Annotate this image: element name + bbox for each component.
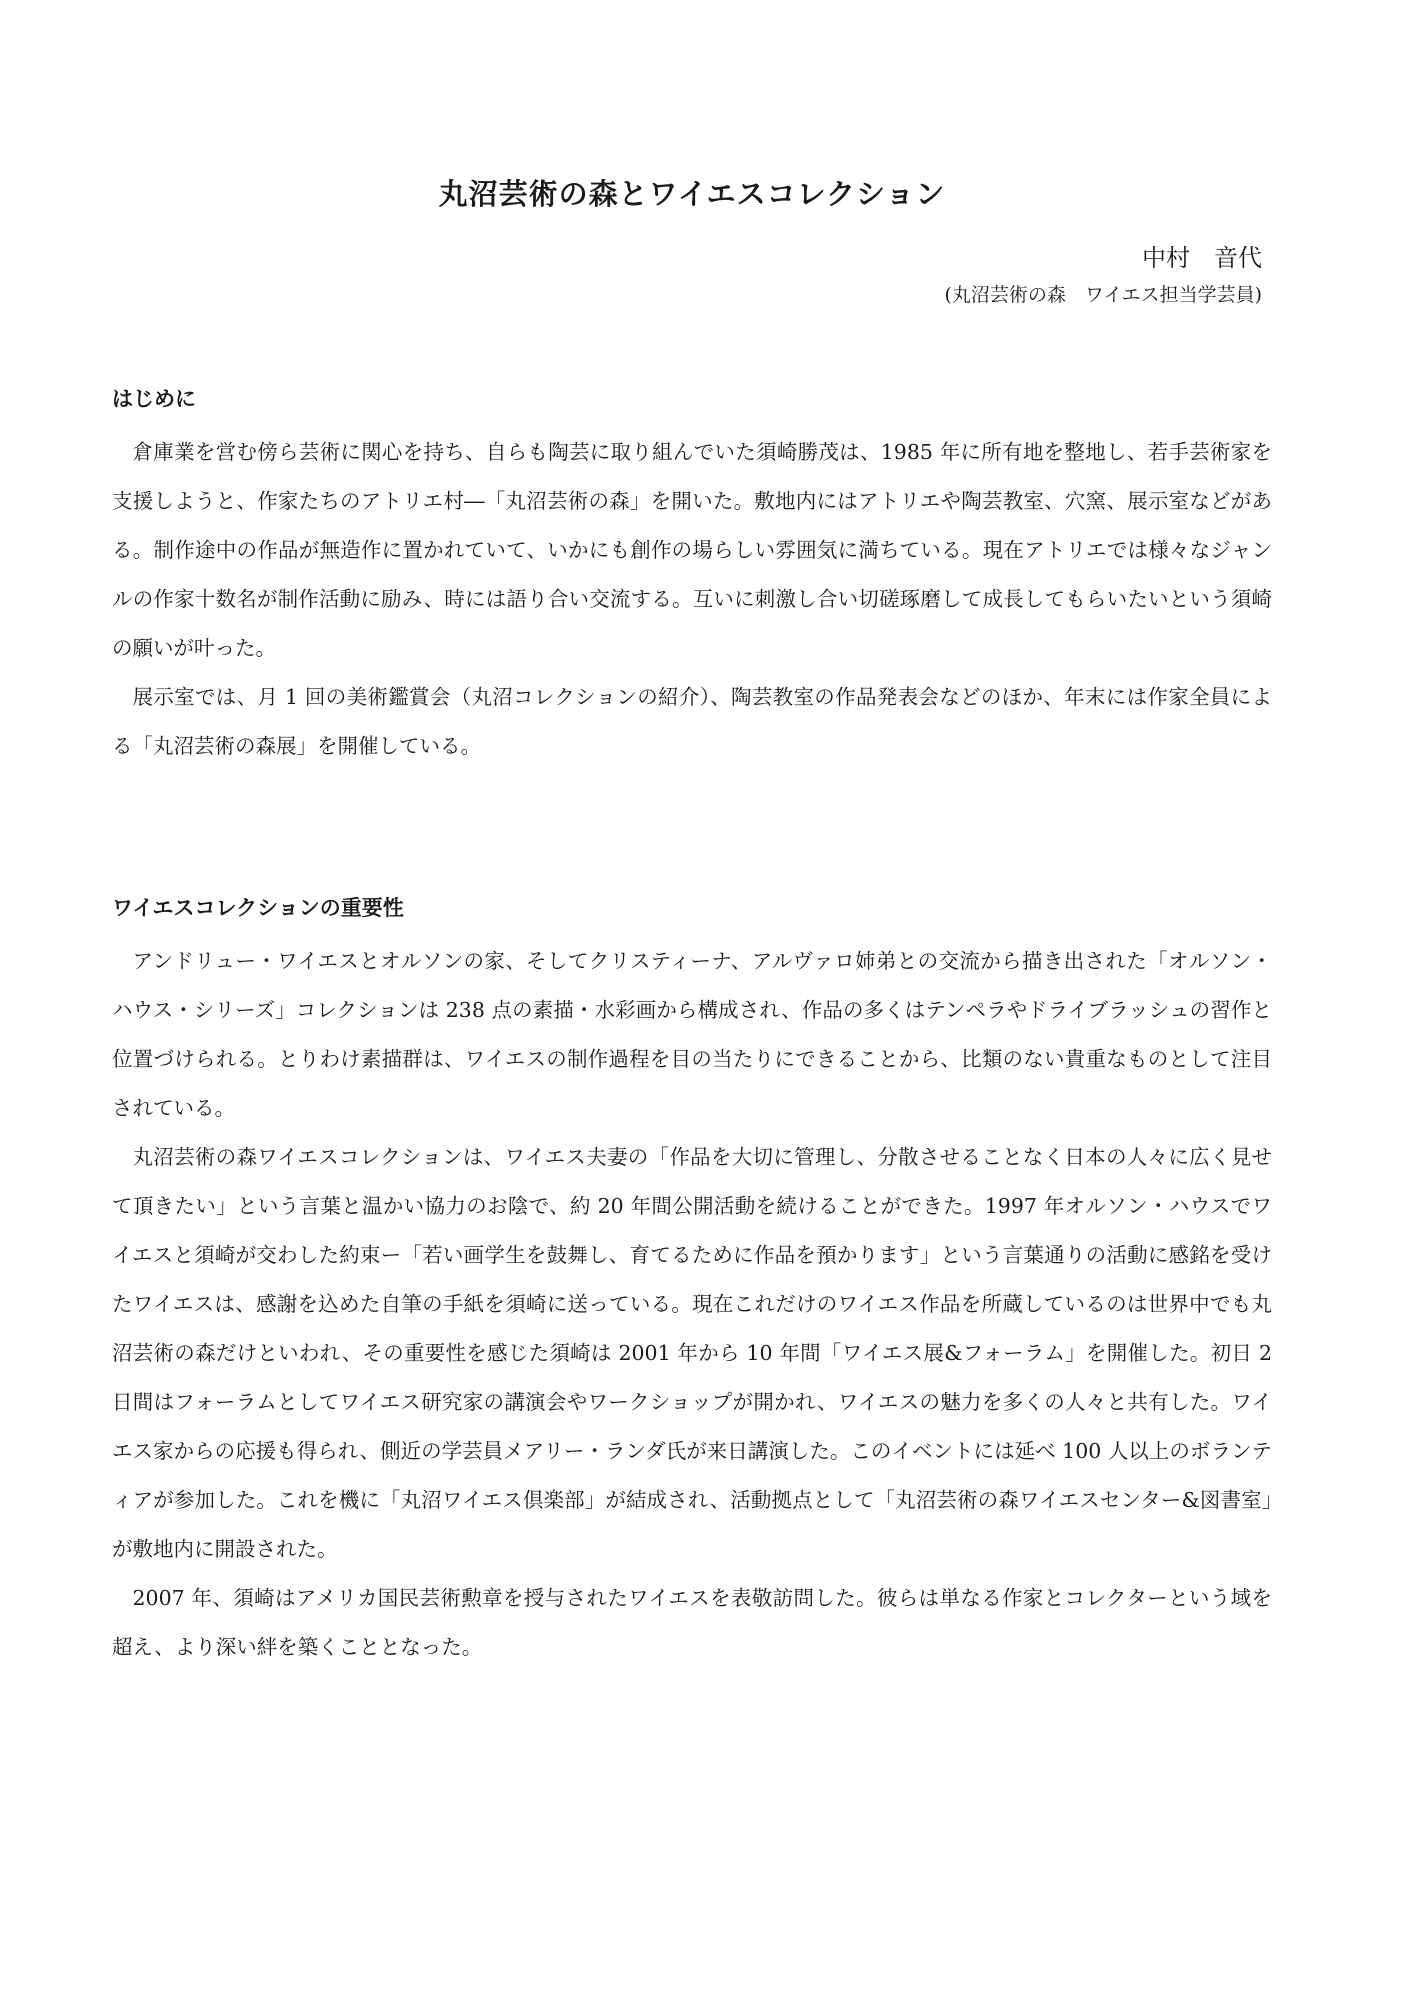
paragraph: 倉庫業を営む傍ら芸術に関心を持ち、自らも陶芸に取り組んでいた須崎勝茂は、1985 年に所有地を整地し、若手芸術家を支援しようと、作家たちのアトリエ村―「丸沼芸術の森」を開いた。敷地内にはアトリエや陶芸教室、穴窯、展示室などがある。制作途中の作品が無造作に置かれていて、いかにも創作の場らしい雰囲気に満ちている。現在アトリエでは様々なジャンルの作家十数名が制作活動に励み、時には語り合い交流する。互いに刺激し合い切磋琢磨して成長してもらいたいという須崎の願いが叶った。 <box>112 440 1272 660</box>
paragraph: 2007 年、須崎はアメリカ国民芸術勲章を授与されたワイエスを表敬訪問した。彼らは単なる作家とコレクターという域を超え、より深い絆を築くこととなった。 <box>112 1586 1272 1659</box>
section-heading: はじめに <box>112 387 196 411</box>
section-introduction <box>112 384 1272 771</box>
paragraph: 展示室では、月 1 回の美術鑑賞会（丸沼コレクションの紹介）、陶芸教室の作品発表会などのほか、年末には作家全員による「丸沼芸術の森展」を開催している。 <box>112 685 1272 758</box>
author-name: 中村 音代 <box>1142 244 1262 272</box>
section-wyeth-collection <box>112 893 1272 1672</box>
paragraph: アンドリュー・ワイエスとオルソンの家、そしてクリスティーナ、アルヴァロ姉弟との交流から描き出された「オルソン・ハウス・シリーズ」コレクションは 238 点の素描・水彩画から構成され、作品の多くはテンペラやドライブラッシュの習作と位置づけられる。とりわけ素描群は、ワイエスの制作過程を目の当たりにできることから、比類のない貴重なものとして注目されている。 <box>112 949 1272 1120</box>
document-title: 丸沼芸術の森とワイエスコレクション <box>438 177 946 211</box>
section-heading: ワイエスコレクションの重要性 <box>112 896 404 920</box>
author-affiliation: (丸沼芸術の森 ワイエス担当学芸員) <box>944 284 1262 306</box>
paragraph: 丸沼芸術の森ワイエスコレクションは、ワイエス夫妻の「作品を大切に管理し、分散させることなく日本の人々に広く見せて頂きたい」という言葉と温かい協力のお陰で、約 20 年間公開活動を続けることができた。1997 年オルソン・ハウスでワイエスと須崎が交わした約束ー「若い画学生を鼓舞し、育てるために作品を預かります」という言葉通りの活動に感銘を受けたワイエスは、感謝を込めた自筆の手紙を須崎に送っている。現在これだけのワイエス作品を所蔵しているのは世界中でも丸沼芸術の森だけといわれ、その重要性を感じた須崎は 2001 年から 10 年間「ワイエス展&フォーラム」を開催した。初日 2 日間はフォーラムとしてワイエス研究家の講演会やワークショップが開かれ、ワイエスの魅力を多くの人々と共有した。ワイエス家からの応援も得られ、側近の学芸員メアリー・ランダ氏が来日講演した。このイベントには延べ 100 人以上のボランティアが参加した。これを機に「丸沼ワイエス倶楽部」が結成され、活動拠点として「丸沼芸術の森ワイエスセンター&図書室」が敷地内に開設された。 <box>112 1145 1272 1561</box>
document-page <box>112 0 1272 2000</box>
